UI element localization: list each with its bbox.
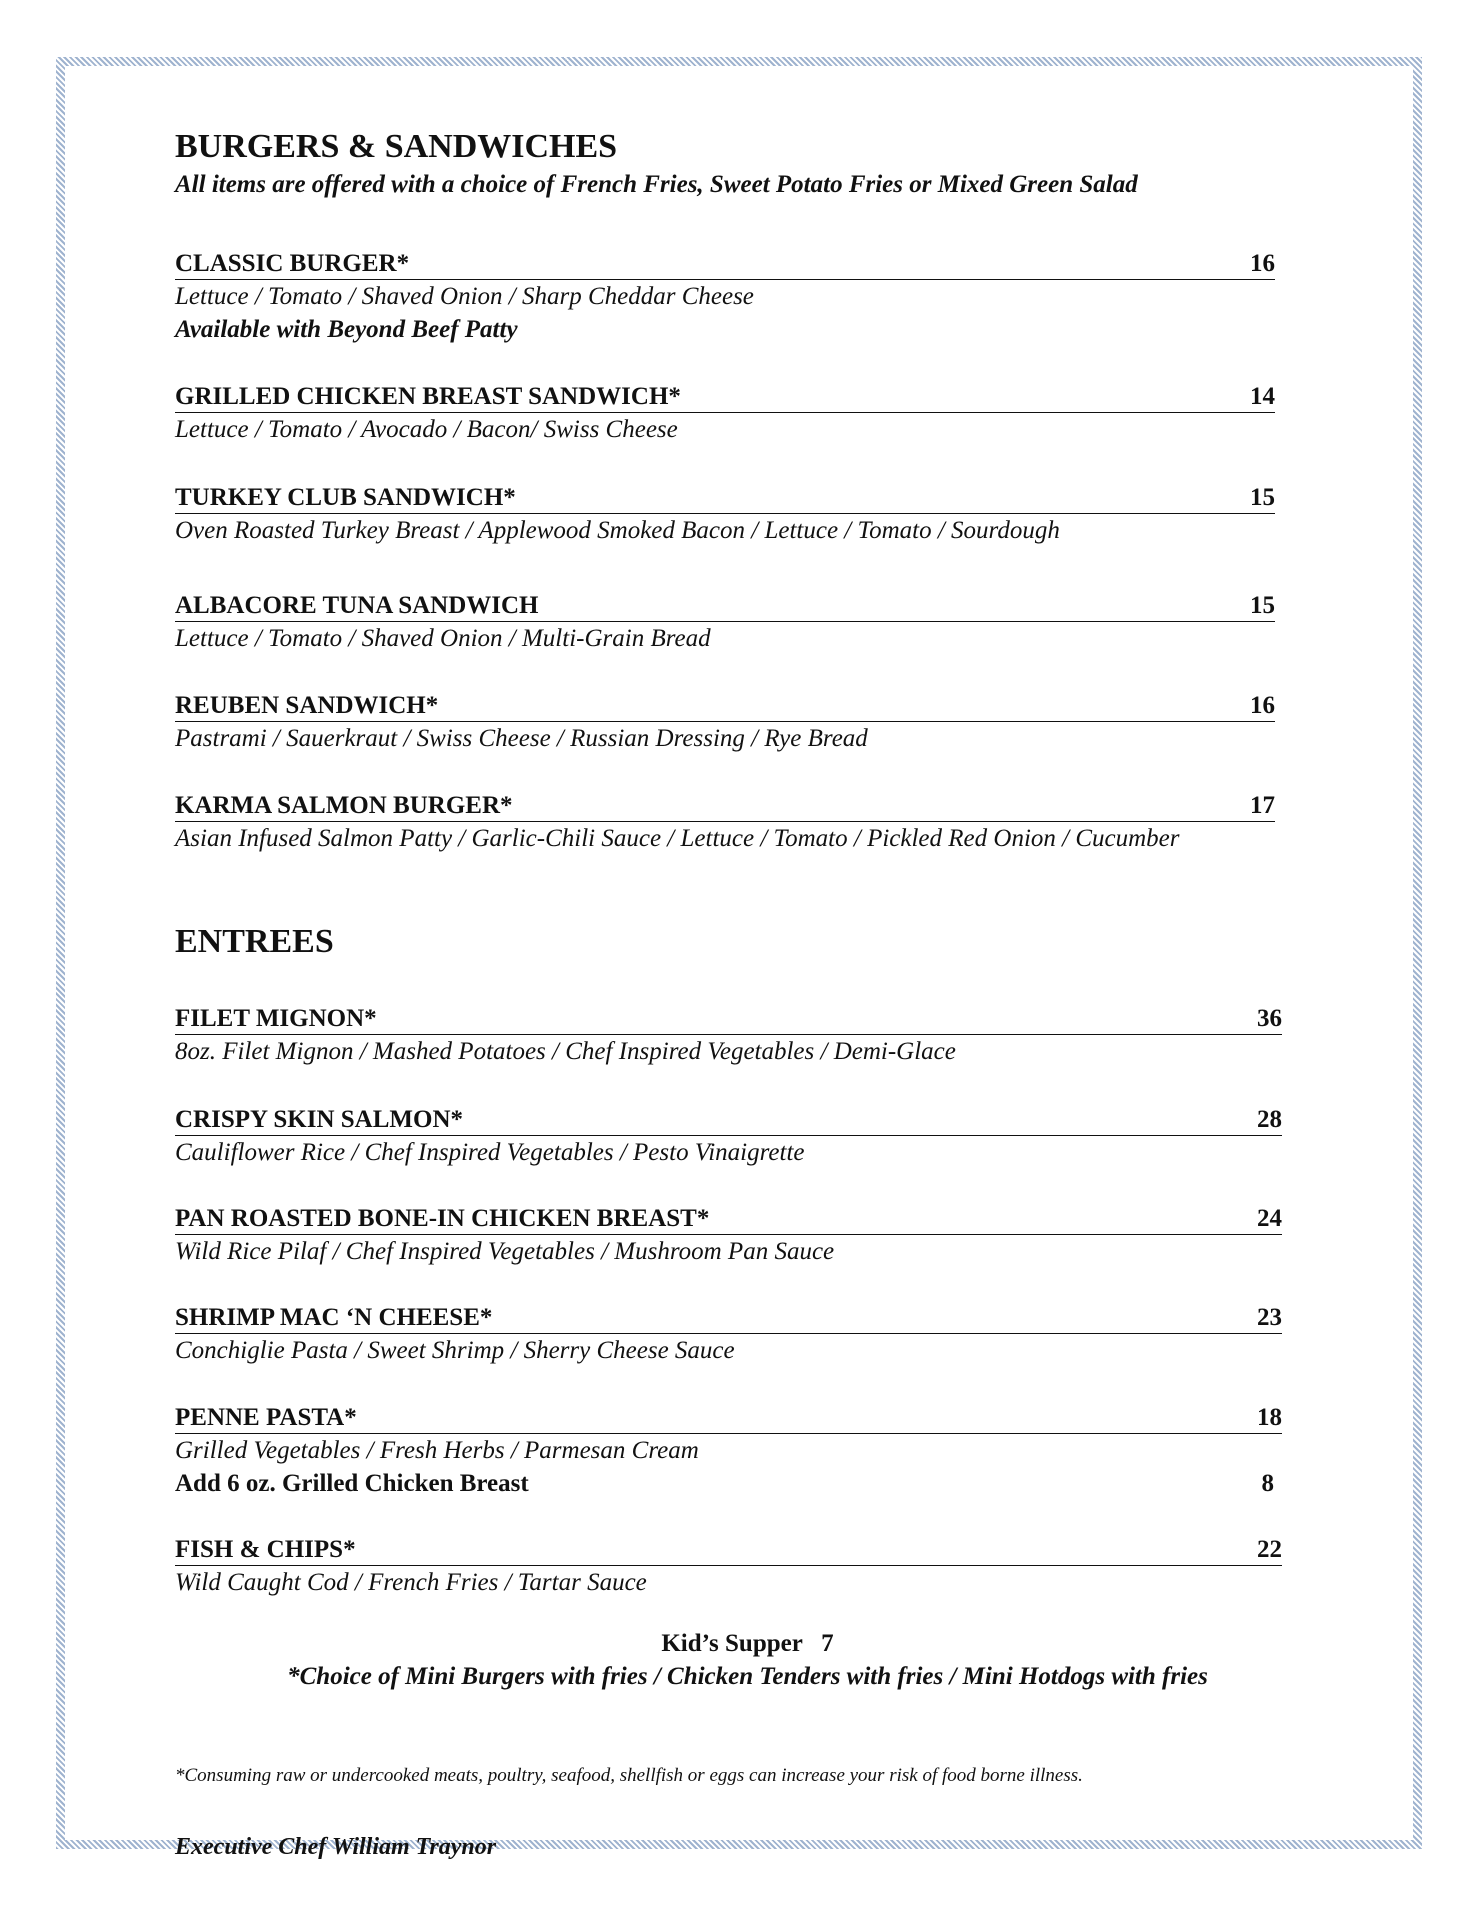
menu-item-description: Pastrami / Sauerkraut / Swiss Cheese / Russian Dressing / Rye Bread [175, 725, 868, 752]
menu-item-description: Oven Roasted Turkey Breast / Applewood Smoked Bacon / Lettuce / Tomato / Sourdough [175, 517, 1060, 544]
kids-supper [175, 1627, 1320, 1693]
menu-item-description: Lettuce / Tomato / Avocado / Bacon/ Swiss Cheese [175, 416, 678, 443]
menu-item-description: Lettuce / Tomato / Shaved Onion / Sharp Cheddar Cheese [175, 283, 754, 310]
menu-item [175, 483, 1275, 547]
menu-item-name: FISH & CHIPS* [175, 1536, 356, 1563]
menu-item-header [175, 1204, 1282, 1235]
menu-item-price: 28 [1257, 1106, 1282, 1133]
menu-item-header [175, 1403, 1282, 1434]
menu-item-description: 8oz. Filet Mignon / Mashed Potatoes / Chef Inspired Vegetables / Demi-Glace [175, 1038, 956, 1065]
menu-item-name: PAN ROASTED BONE-IN CHICKEN BREAST* [175, 1205, 710, 1232]
menu-item-description: Conchiglie Pasta / Sweet Shrimp / Sherry Cheese Sauce [175, 1337, 735, 1364]
menu-item-description: Wild Caught Cod / French Fries / Tartar Sauce [175, 1569, 647, 1596]
menu-item-description: Grilled Vegetables / Fresh Herbs / Parmesan Cream [175, 1437, 699, 1464]
menu-item-header [175, 691, 1275, 722]
menu-item-price: 23 [1257, 1304, 1282, 1331]
menu-item-header [175, 1004, 1282, 1035]
addon-price: 8 [1261, 1470, 1274, 1497]
menu-item-header [175, 1303, 1282, 1334]
menu-item [175, 1535, 1282, 1599]
menu-item [175, 1403, 1282, 1500]
menu-item-header [175, 1105, 1282, 1136]
menu-item-note: Available with Beyond Beef Patty [175, 316, 518, 343]
menu-item [175, 1105, 1282, 1169]
executive-chef: Executive Chef William Traynor [175, 1834, 497, 1860]
entrees-section-title: ENTREES [175, 923, 334, 960]
menu-item-header [175, 382, 1275, 413]
menu-item [175, 1204, 1282, 1268]
menu-item-name: FILET MIGNON* [175, 1005, 377, 1032]
menu-item-name: ALBACORE TUNA SANDWICH [175, 592, 539, 619]
menu-item-header [175, 249, 1275, 280]
menu-item-price: 14 [1250, 383, 1275, 410]
kids-supper-title: Kid’s Supper 7 [661, 1630, 834, 1657]
menu-item-header [175, 483, 1275, 514]
menu-item [175, 1303, 1282, 1367]
menu-item-header [175, 1535, 1282, 1566]
menu-item-name: CRISPY SKIN SALMON* [175, 1106, 464, 1133]
menu-item-name: GRILLED CHICKEN BREAST SANDWICH* [175, 383, 681, 410]
food-safety-disclaimer: *Consuming raw or undercooked meats, poultry, seafood, shellfish or eggs can increase your risk of food borne illness. [175, 1765, 1083, 1786]
menu-item-description: Asian Infused Salmon Patty / Garlic-Chili Sauce / Lettuce / Tomato / Pickled Red Onion / Cucumber [175, 825, 1180, 852]
menu-item [175, 1004, 1282, 1068]
menu-item-price: 16 [1250, 692, 1275, 719]
menu-item-header [175, 791, 1275, 822]
menu-item-header [175, 591, 1275, 622]
burgers-section-title: BURGERS & SANDWICHES [175, 128, 618, 165]
menu-item-price: 16 [1250, 250, 1275, 277]
menu-item-price: 15 [1250, 484, 1275, 511]
menu-item-price: 18 [1257, 1404, 1282, 1431]
menu-item-price: 17 [1250, 792, 1275, 819]
menu-item-name: REUBEN SANDWICH* [175, 692, 439, 719]
addon-label: Add 6 oz. Grilled Chicken Breast [175, 1470, 529, 1497]
menu-item-name: SHRIMP MAC ‘N CHEESE* [175, 1304, 493, 1331]
menu-item-description: Lettuce / Tomato / Shaved Onion / Multi-Grain Bread [175, 625, 711, 652]
menu-item [175, 691, 1275, 755]
menu-item-description: Cauliflower Rice / Chef Inspired Vegetables / Pesto Vinaigrette [175, 1139, 805, 1166]
menu-item-name: TURKEY CLUB SANDWICH* [175, 484, 516, 511]
menu-item-price: 15 [1250, 592, 1275, 619]
menu-item [175, 382, 1275, 446]
menu-item-price: 24 [1257, 1205, 1282, 1232]
menu-item-name: KARMA SALMON BURGER* [175, 792, 513, 819]
menu-item-description: Wild Rice Pilaf / Chef Inspired Vegetables / Mushroom Pan Sauce [175, 1238, 835, 1265]
menu-item [175, 591, 1275, 655]
menu-item-addon [175, 1467, 1282, 1500]
menu-item [175, 249, 1275, 346]
menu-item-name: PENNE PASTA* [175, 1404, 357, 1431]
menu-item-price: 22 [1257, 1536, 1282, 1563]
burgers-section-subtitle: All items are offered with a choice of French Fries, Sweet Potato Fries or Mixed Green Salad [175, 171, 1138, 198]
kids-supper-description: *Choice of Mini Burgers with fries / Chicken Tenders with fries / Mini Hotdogs with fries [287, 1663, 1208, 1690]
menu-item-name: CLASSIC BURGER* [175, 250, 410, 277]
menu-item-price: 36 [1257, 1005, 1282, 1032]
menu-item [175, 791, 1275, 855]
